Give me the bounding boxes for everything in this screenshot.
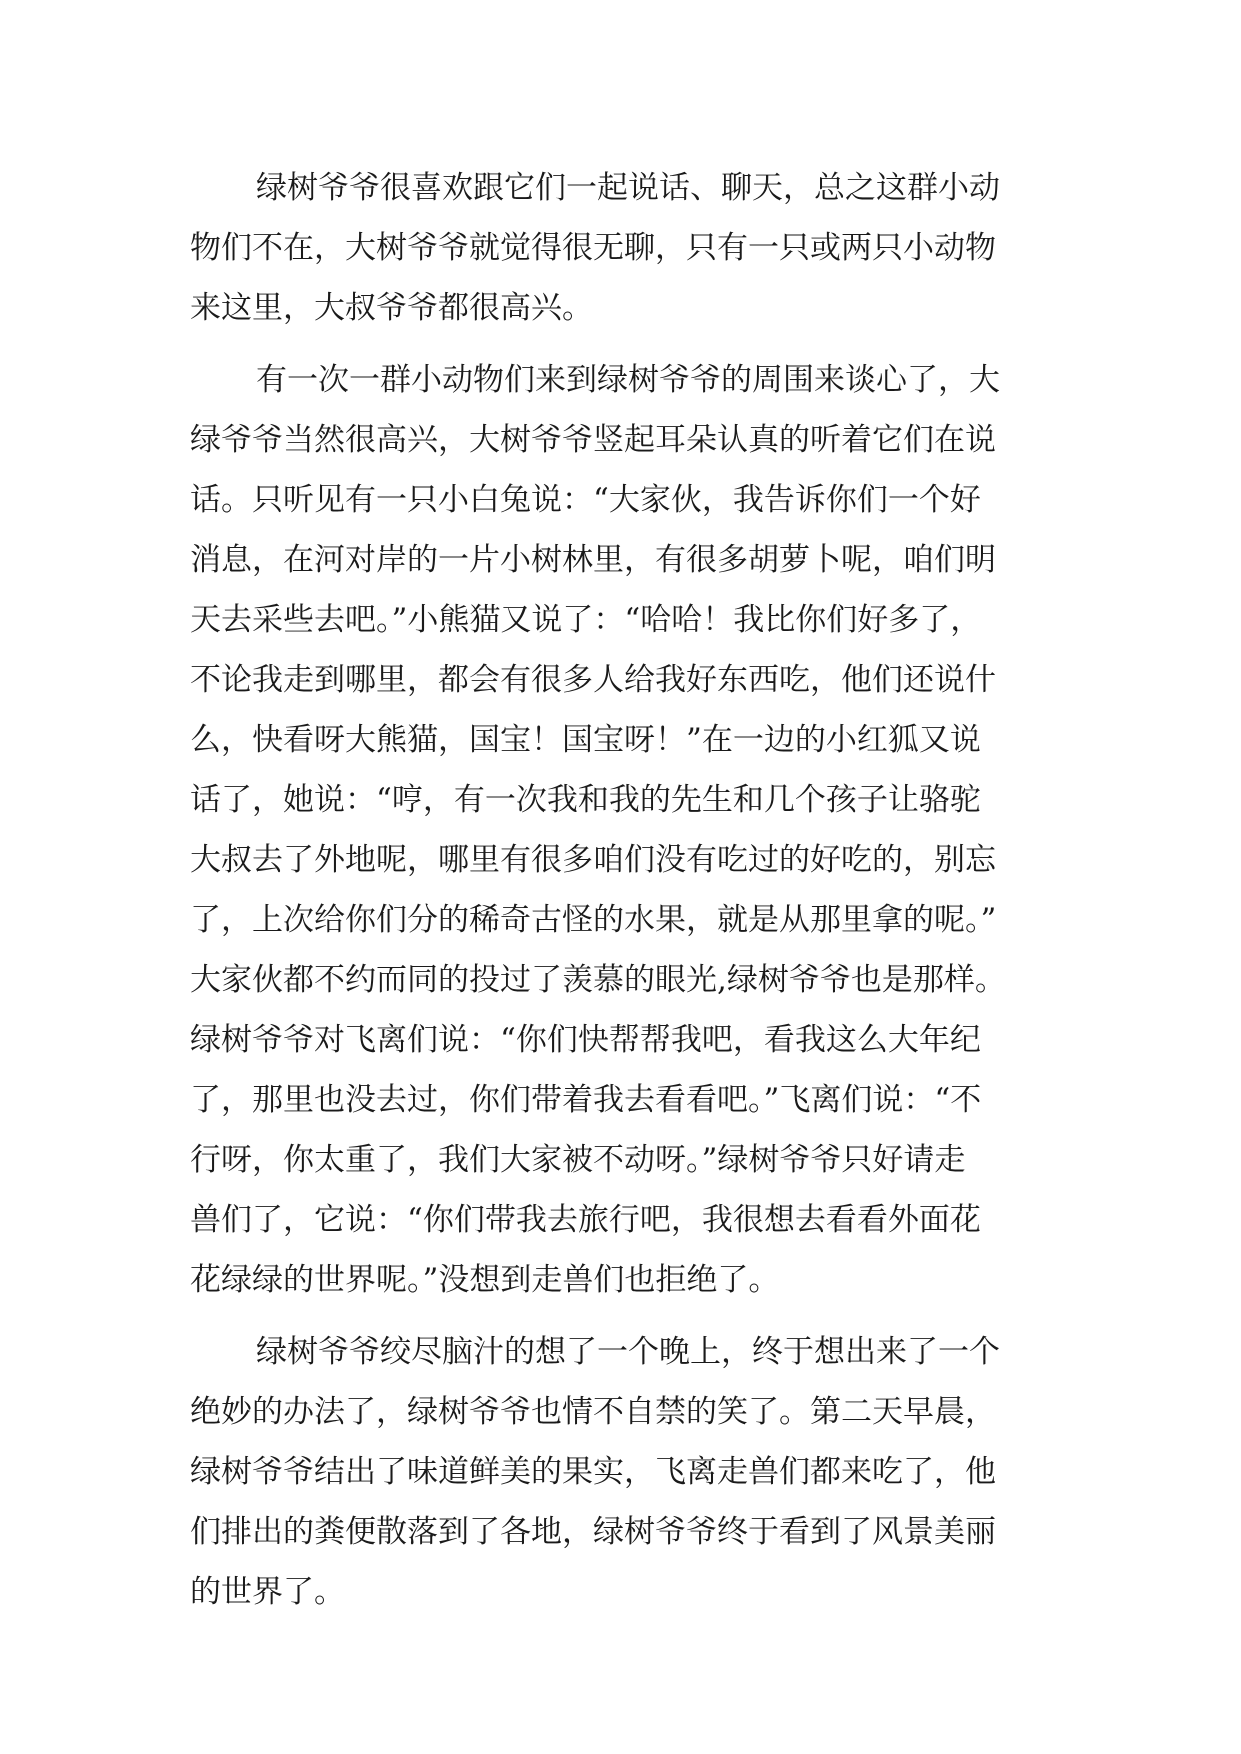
- text-line: 不论我走到哪里，都会有很多人给我好东西吃，他们还说什: [190, 662, 996, 698]
- text-line: 的世界了。: [190, 1574, 345, 1610]
- text-line: 消息，在河对岸的一片小树林里，有很多胡萝卜呢，咱们明: [190, 542, 996, 578]
- text-line: 绿树爷爷结出了味道鲜美的果实，飞离走兽们都来吃了，他: [190, 1454, 996, 1490]
- text-line: 花绿绿的世界呢。”没想到走兽们也拒绝了。: [190, 1262, 780, 1298]
- text-line: 绿树爷爷绞尽脑汁的想了一个晚上，终于想出来了一个: [256, 1334, 1000, 1370]
- paragraph-2: [190, 350, 1060, 1310]
- text-line: 么，快看呀大熊猫，国宝！国宝呀！”在一边的小红狐又说: [190, 722, 981, 758]
- text-line: 了，那里也没去过，你们带着我去看看吧。”飞离们说：“不: [190, 1082, 982, 1118]
- paragraph-spacer: [190, 338, 1060, 350]
- text-line: 们排出的粪便散落到了各地，绿树爷爷终于看到了风景美丽: [190, 1514, 996, 1550]
- paragraph-3: [190, 1322, 1060, 1622]
- paragraph-1: [190, 158, 1060, 338]
- text-line: 绿树爷爷对飞离们说：“你们快帮帮我吧，看我这么大年纪: [190, 1022, 981, 1058]
- text-line: 来这里，大叔爷爷都很高兴。: [190, 290, 593, 326]
- text-line: 大家伙都不约而同的投过了羡慕的眼光,绿树爷爷也是那样。: [190, 962, 1006, 998]
- paragraph-spacer: [190, 1310, 1060, 1322]
- text-line: 天去采些去吧。”小熊猫又说了：“哈哈！我比你们好多了，: [190, 602, 982, 638]
- text-line: 绝妙的办法了，绿树爷爷也情不自禁的笑了。第二天早晨，: [190, 1394, 996, 1430]
- text-line: 兽们了，它说：“你们带我去旅行吧，我很想去看看外面花: [190, 1202, 981, 1238]
- text-line: 有一次一群小动物们来到绿树爷爷的周围来谈心了，大: [256, 362, 1000, 398]
- text-line: 大叔去了外地呢，哪里有很多咱们没有吃过的好吃的，别忘: [190, 842, 996, 878]
- text-line: 物们不在，大树爷爷就觉得很无聊，只有一只或两只小动物: [190, 230, 996, 266]
- text-line: 绿爷爷当然很高兴，大树爷爷竖起耳朵认真的听着它们在说: [190, 422, 996, 458]
- text-line: 话。只听见有一只小白兔说：“大家伙，我告诉你们一个好: [190, 482, 981, 518]
- text-line: 话了，她说：“哼，有一次我和我的先生和几个孩子让骆驼: [190, 782, 981, 818]
- text-line: 绿树爷爷很喜欢跟它们一起说话、聊天，总之这群小动: [256, 170, 1000, 206]
- document-body: [190, 158, 1060, 1622]
- text-line: 了，上次给你们分的稀奇古怪的水果，就是从那里拿的呢。”: [190, 902, 997, 938]
- text-line: 行呀，你太重了，我们大家被不动呀。”绿树爷爷只好请走: [190, 1142, 966, 1178]
